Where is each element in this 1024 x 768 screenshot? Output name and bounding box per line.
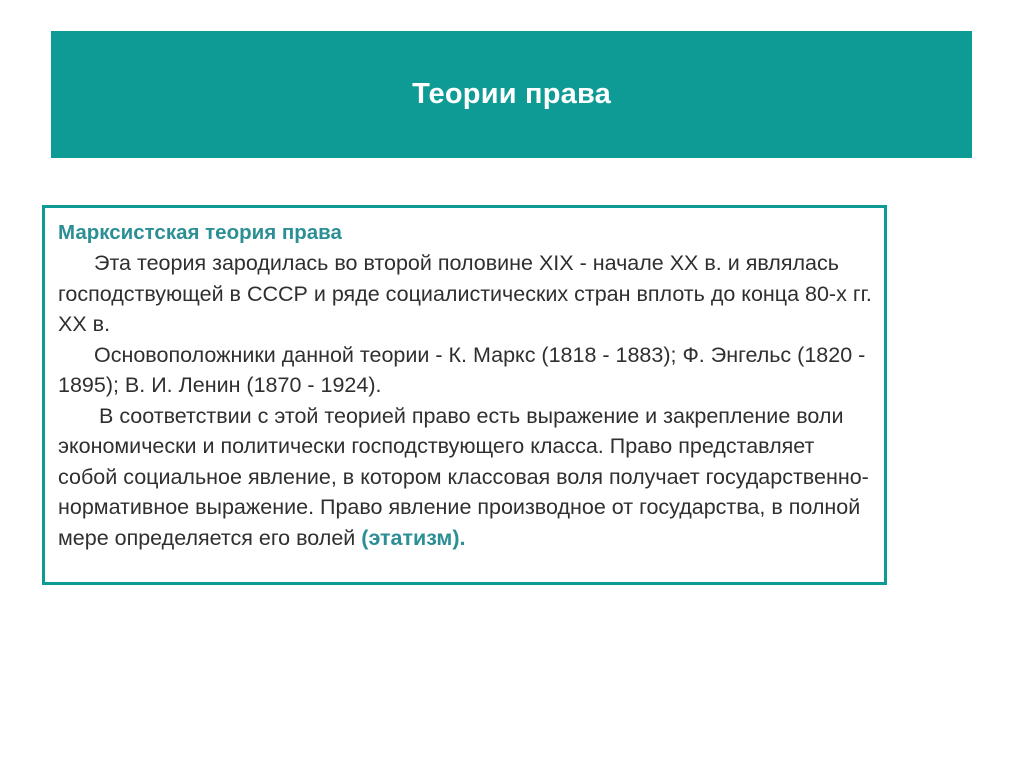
paragraph-founders bbox=[58, 340, 872, 401]
title-banner bbox=[51, 31, 972, 158]
paragraph-origin bbox=[58, 248, 872, 340]
content-box bbox=[42, 205, 887, 585]
slide-title: Теории права bbox=[412, 78, 611, 110]
paragraph-essence bbox=[58, 401, 872, 554]
paragraph-origin-text: Эта теория зародилась во второй половине XIX - начале XX в. и являлась господствующей в СССР и ряде социалистических стран вплоть до конца 80-х гг. XX в. bbox=[58, 251, 872, 336]
section-heading: Марксистская теория права bbox=[58, 221, 342, 244]
paragraph-essence-text: В соответствии с этой теорией право есть выражение и закрепление воли экономически и политически господствующего класса. Право представляет собой социальное явление, в котором классовая воля получает государственно-нормативное выражение. Право явление производное от государства, в полной мере определяется его волей bbox=[58, 403, 869, 550]
paragraph-founders-text: Основоположники данной теории - К. Маркс (1818 - 1883); Ф. Энгельс (1820 - 1895); В. И. Ленин (1870 - 1924). bbox=[58, 342, 866, 397]
highlight-term: (этатизм). bbox=[361, 525, 466, 550]
